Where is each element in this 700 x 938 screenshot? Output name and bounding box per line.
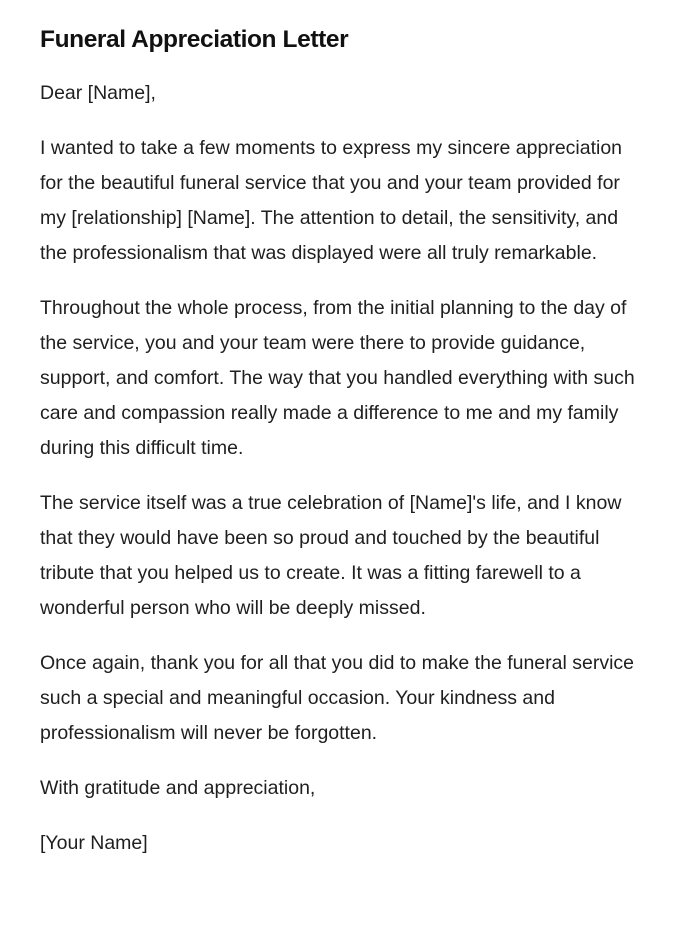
letter-paragraph-3: The service itself was a true celebration of [Name]'s life, and I know that they would have been so proud and touched by the beautiful tribute that you helped us to create. It was a fitting farewell to a wonderful person who will be deeply missed. [40,492,622,619]
letter-greeting: Dear [Name], [40,82,156,104]
letter-document [40,22,640,881]
letter-paragraph-4: Once again, thank you for all that you did to make the funeral service such a special and meaningful occasion. Your kindness and professionalism will never be forgotten. [40,652,635,744]
letter-paragraph-1: I wanted to take a few moments to express my sincere appreciation for the beautiful funeral service that you and your team provided for my [relationship] [Name]. The attention to detail, the sensitivity, and the professionalism that was displayed were all truly remarkable. [40,137,623,264]
page-title: Funeral Appreciation Letter [40,26,349,53]
letter-paragraph-2: Throughout the whole process, from the initial planning to the day of the service, you and your team were there to provide guidance, support, and comfort. The way that you handled everything with such care and compassion really made a difference to me and my family during this difficult time. [40,297,635,459]
letter-signature: [Your Name] [40,832,148,854]
letter-closing: With gratitude and appreciation, [40,777,316,799]
